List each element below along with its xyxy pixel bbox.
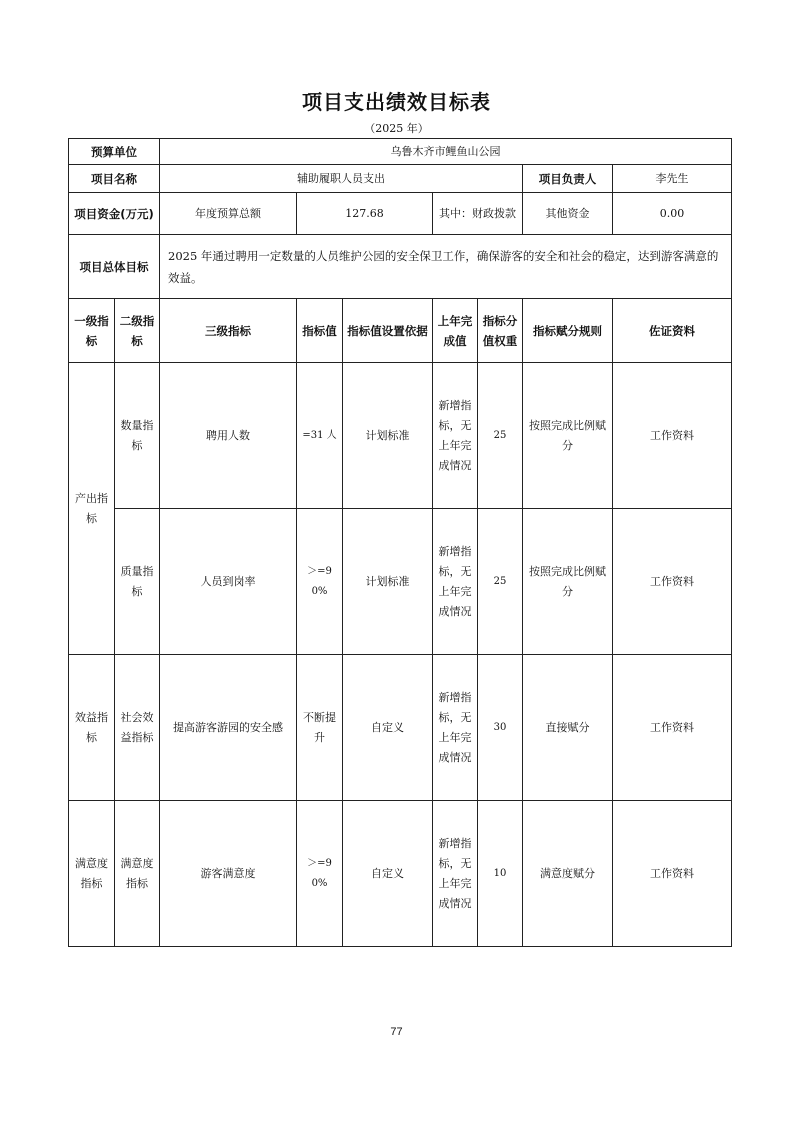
- annual-budget-label: 年度预算总额: [160, 193, 297, 235]
- value-cell: =31 人: [297, 363, 343, 509]
- evidence-cell: 工作资料: [613, 363, 732, 509]
- year-label: （2025 年）: [364, 122, 429, 135]
- last-year-cell: 新增指标，无上年完成情况: [433, 801, 478, 947]
- column-header: 佐证资料: [613, 299, 732, 363]
- overall-goal-value: 2025 年通过聘用一定数量的人员维护公园的安全保卫工作，确保游客的安全和社会的稳定，达到游客满意的效益。: [160, 235, 732, 299]
- value-cell: 不断提升: [297, 655, 343, 801]
- weight-cell: 30: [478, 655, 523, 801]
- last-year-cell: 新增指标，无上年完成情况: [433, 363, 478, 509]
- level2-cell: 数量指标: [115, 363, 160, 509]
- overall-goal-label: 项目总体目标: [69, 235, 160, 299]
- funds-label: 项目资金(万元): [69, 193, 160, 235]
- column-header: 上年完成值: [433, 299, 478, 363]
- column-header: 指标值设置依据: [343, 299, 433, 363]
- last-year-cell: 新增指标，无上年完成情况: [433, 655, 478, 801]
- page-number: 77: [390, 1026, 403, 1038]
- column-header: 二级指标: [115, 299, 160, 363]
- budget-unit-value: 乌鲁木齐市鲤鱼山公园: [160, 139, 732, 165]
- other-funds-value: 0.00: [613, 193, 732, 235]
- level3-cell: 游客满意度: [160, 801, 297, 947]
- evidence-cell: 工作资料: [613, 509, 732, 655]
- basis-cell: 计划标准: [343, 509, 433, 655]
- table-row: [69, 655, 732, 801]
- annual-budget-value: 127.68: [297, 193, 433, 235]
- level2-cell: 质量指标: [115, 509, 160, 655]
- project-leader-value: 李先生: [613, 165, 732, 193]
- column-header: 三级指标: [160, 299, 297, 363]
- level3-cell: 提高游客游园的安全感: [160, 655, 297, 801]
- table-row: [69, 363, 732, 509]
- level3-cell: 人员到岗率: [160, 509, 297, 655]
- level2-cell: 满意度指标: [115, 801, 160, 947]
- basis-cell: 自定义: [343, 655, 433, 801]
- level2-cell: 社会效益指标: [115, 655, 160, 801]
- rule-cell: 按照完成比例赋分: [523, 509, 613, 655]
- basis-cell: 自定义: [343, 801, 433, 947]
- level1-cell: 满意度指标: [69, 801, 115, 947]
- project-name-value: 辅助履职人员支出: [160, 165, 523, 193]
- evidence-cell: 工作资料: [613, 655, 732, 801]
- rule-cell: 按照完成比例赋分: [523, 363, 613, 509]
- page-title: 项目支出绩效目标表: [302, 90, 491, 114]
- project-leader-label: 项目负责人: [523, 165, 613, 193]
- weight-cell: 10: [478, 801, 523, 947]
- other-funds-label: 其他资金: [523, 193, 613, 235]
- value-cell: ＞=90%: [297, 509, 343, 655]
- column-header: 指标值: [297, 299, 343, 363]
- column-header: 指标赋分规则: [523, 299, 613, 363]
- table-row: [69, 509, 732, 655]
- level3-cell: 聘用人数: [160, 363, 297, 509]
- project-name-label: 项目名称: [69, 165, 160, 193]
- weight-cell: 25: [478, 509, 523, 655]
- weight-cell: 25: [478, 363, 523, 509]
- rule-cell: 满意度赋分: [523, 801, 613, 947]
- level1-cell: 效益指标: [69, 655, 115, 801]
- evidence-cell: 工作资料: [613, 801, 732, 947]
- budget-unit-label: 预算单位: [69, 139, 160, 165]
- last-year-cell: 新增指标，无上年完成情况: [433, 509, 478, 655]
- basis-cell: 计划标准: [343, 363, 433, 509]
- performance-target-table: [68, 138, 732, 947]
- column-header: 指标分值权重: [478, 299, 523, 363]
- level1-cell: 产出指标: [69, 363, 115, 655]
- column-header: 一级指标: [69, 299, 115, 363]
- rule-cell: 直接赋分: [523, 655, 613, 801]
- table-row: [69, 801, 732, 947]
- value-cell: ＞=90%: [297, 801, 343, 947]
- fiscal-label: 其中：财政拨款: [433, 193, 523, 235]
